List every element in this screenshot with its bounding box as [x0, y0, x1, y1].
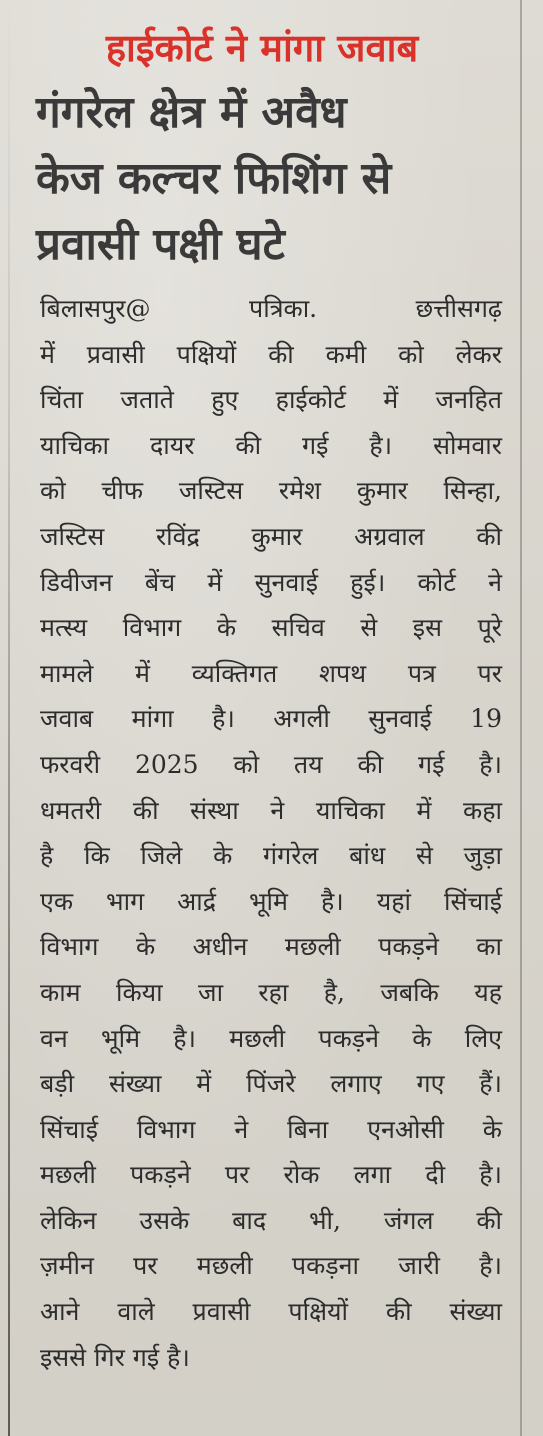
body-line: एक भाग आर्द्र भूमि है। यहां सिंचाई [40, 886, 502, 916]
body-line: वन भूमि है। मछली पकड़ने के लिए [40, 1023, 502, 1053]
body-line: काम किया जा रहा है, जबकि यह [40, 977, 502, 1007]
headline-line: प्रवासी पक्षी घटे [36, 219, 285, 270]
article-kicker: हाईकोर्ट ने मांगा जवाब [105, 26, 419, 70]
body-line: में प्रवासी पक्षियों की कमी को लेकर [40, 339, 502, 369]
body-line: जवाब मांगा है। अगली सुनवाई 19 [40, 704, 502, 734]
body-line: मछली पकड़ने पर रोक लगा दी है। [40, 1160, 502, 1190]
column-rule-left [8, 0, 10, 1436]
body-line: जस्टिस रविंद्र कुमार अग्रवाल की [40, 521, 502, 551]
body-line: याचिका दायर की गई है। सोमवार [40, 430, 502, 460]
article-body [40, 286, 502, 1380]
body-line: ज़मीन पर मछली पकड़ना जारी है। [40, 1251, 502, 1281]
body-line: मामले में व्यक्तिगत शपथ पत्र पर [40, 658, 502, 688]
article-headline [36, 80, 506, 278]
body-line: फरवरी 2025 को तय की गई है। [40, 749, 502, 779]
body-line: डिवीजन बेंच में सुनवाई हुई। कोर्ट ने [40, 567, 502, 597]
body-line: है कि जिले के गंगरेल बांध से जुड़ा [40, 841, 502, 871]
body-line: मत्स्य विभाग के सचिव से इस पूरे [40, 613, 502, 643]
headline-line: गंगरेल क्षेत्र में अवैध [36, 87, 347, 138]
column-rule-right [520, 0, 522, 1436]
body-line: आने वाले प्रवासी पक्षियों की संख्या [40, 1297, 502, 1327]
body-line: सिंचाई विभाग ने बिना एनओसी के [40, 1114, 502, 1144]
body-line: चिंता जताते हुए हाईकोर्ट में जनहित [40, 385, 502, 415]
body-line: बिलासपुर@ पत्रिका. छत्तीसगढ़ [40, 294, 502, 323]
body-line: बड़ी संख्या में पिंजरे लगाए गए हैं। [40, 1069, 502, 1099]
body-line: को चीफ जस्टिस रमेश कुमार सिन्हा, [40, 476, 502, 506]
body-line: विभाग के अधीन मछली पकड़ने का [40, 932, 502, 962]
body-line: लेकिन उसके बाद भी, जंगल की [40, 1205, 502, 1235]
body-line: धमतरी की संस्था ने याचिका में कहा [40, 795, 502, 825]
body-line: इससे गिर गई है। [40, 1342, 190, 1372]
headline-line: केज कल्चर फिशिंग से [36, 153, 392, 204]
